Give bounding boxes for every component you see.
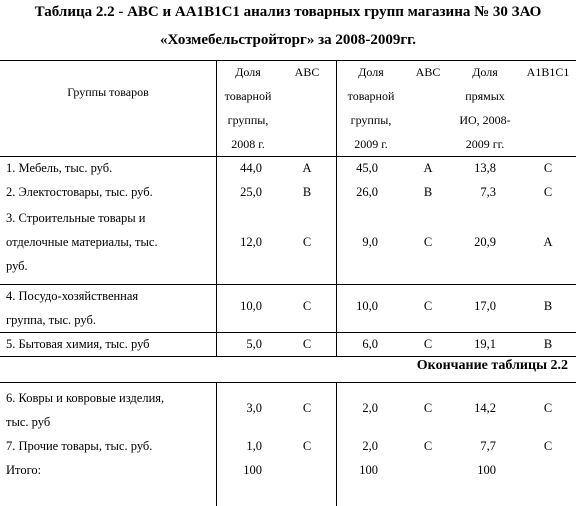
share-2008-cell: 44,0 bbox=[240, 161, 262, 175]
header-a1b1c1: A1B1C1 bbox=[526, 65, 570, 79]
header-share-2008: Доля товарной группы, 2008 г. bbox=[224, 65, 272, 151]
col-divider bbox=[216, 382, 217, 506]
a1b1c1-cell: B bbox=[543, 299, 553, 313]
abc-2009-cell: A bbox=[423, 161, 433, 175]
rule bbox=[0, 382, 576, 383]
share-2008-cell: 3,0 bbox=[246, 401, 262, 415]
row-name-line: 2. Электостовары, тыс. руб. bbox=[6, 185, 153, 199]
share-2009-cell: 100 bbox=[359, 463, 378, 477]
row-name-line: 3. Строительные товары и bbox=[6, 211, 146, 225]
direct-share-cell: 7,3 bbox=[480, 185, 496, 199]
abc-2009-cell: C bbox=[423, 439, 433, 453]
share-2009-cell: 6,0 bbox=[362, 337, 378, 351]
abc-2008-cell: C bbox=[302, 299, 312, 313]
abc-2009-cell: C bbox=[423, 401, 433, 415]
header-group: Группы товаров bbox=[67, 85, 149, 99]
row-name-line: 5. Бытовая химия, тыс. руб bbox=[6, 337, 150, 351]
continuation-label: Окончание таблицы 2.2 bbox=[416, 358, 568, 373]
share-2008-cell: 1,0 bbox=[246, 439, 262, 453]
direct-share-cell: 19,1 bbox=[474, 337, 496, 351]
abc-2008-cell: C bbox=[302, 439, 312, 453]
direct-share-cell: 7,7 bbox=[480, 439, 496, 453]
share-2008-cell: 100 bbox=[243, 463, 262, 477]
a1b1c1-cell: C bbox=[543, 185, 553, 199]
abc-2008-cell: A bbox=[302, 161, 312, 175]
share-2008-cell: 25,0 bbox=[240, 185, 262, 199]
row-name-line: 4. Посудо-хозяйственная bbox=[6, 289, 139, 303]
header-share-2009: Доля товарной группы, 2009 г. bbox=[347, 65, 395, 151]
share-2009-cell: 26,0 bbox=[356, 185, 378, 199]
abc-2008-cell: C bbox=[302, 401, 312, 415]
header-abc-2008: ABC bbox=[294, 65, 320, 79]
col-divider bbox=[216, 60, 217, 356]
rule bbox=[0, 284, 576, 285]
a1b1c1-cell: C bbox=[543, 439, 553, 453]
row-name-line: 1. Мебель, тыс. руб. bbox=[6, 161, 113, 175]
header-direct-share: Доля прямых ИО, 2008- 2009 гг. bbox=[459, 65, 511, 151]
a1b1c1-cell: A bbox=[543, 235, 553, 249]
row-name-line: руб. bbox=[6, 259, 28, 273]
a1b1c1-cell: C bbox=[543, 401, 553, 415]
abc-2009-cell: B bbox=[423, 185, 433, 199]
abc-2009-cell: C bbox=[423, 299, 433, 313]
direct-share-cell: 100 bbox=[477, 463, 496, 477]
abc-2008-cell: B bbox=[302, 185, 312, 199]
share-2009-cell: 2,0 bbox=[362, 439, 378, 453]
share-2009-cell: 45,0 bbox=[356, 161, 378, 175]
share-2009-cell: 2,0 bbox=[362, 401, 378, 415]
header-abc-2009: ABC bbox=[415, 65, 441, 79]
share-2008-cell: 12,0 bbox=[240, 235, 262, 249]
direct-share-cell: 13,8 bbox=[474, 161, 496, 175]
rule bbox=[0, 332, 576, 333]
abc-2008-cell: C bbox=[302, 235, 312, 249]
a1b1c1-cell: B bbox=[543, 337, 553, 351]
abc-2009-cell: C bbox=[423, 235, 433, 249]
share-2009-cell: 10,0 bbox=[356, 299, 378, 313]
table-title-line2: «Хозмебельстройторг» за 2008-2009гг. bbox=[159, 32, 417, 48]
share-2008-cell: 5,0 bbox=[246, 337, 262, 351]
row-name-line: 6. Ковры и ковровые изделия, bbox=[6, 391, 165, 405]
direct-share-cell: 14,2 bbox=[474, 401, 496, 415]
row-name-line: 7. Прочие товары, тыс. руб. bbox=[6, 439, 153, 453]
row-name-line: тыс. руб bbox=[6, 415, 51, 429]
share-2008-cell: 10,0 bbox=[240, 299, 262, 313]
direct-share-cell: 20,9 bbox=[474, 235, 496, 249]
row-name-line: группа, тыс. руб. bbox=[6, 313, 96, 327]
abc-2008-cell: C bbox=[302, 337, 312, 351]
a1b1c1-cell: C bbox=[543, 161, 553, 175]
share-2009-cell: 9,0 bbox=[362, 235, 378, 249]
row-name-line: Итого: bbox=[6, 463, 42, 477]
abc-2009-cell: C bbox=[423, 337, 433, 351]
table-title-line1: Таблица 2.2 - ABC и AA1B1C1 анализ товарных групп магазина № 30 ЗАО bbox=[34, 4, 542, 20]
rule bbox=[0, 356, 576, 357]
direct-share-cell: 17,0 bbox=[474, 299, 496, 313]
row-name-line: отделочные материалы, тыс. bbox=[6, 235, 158, 249]
